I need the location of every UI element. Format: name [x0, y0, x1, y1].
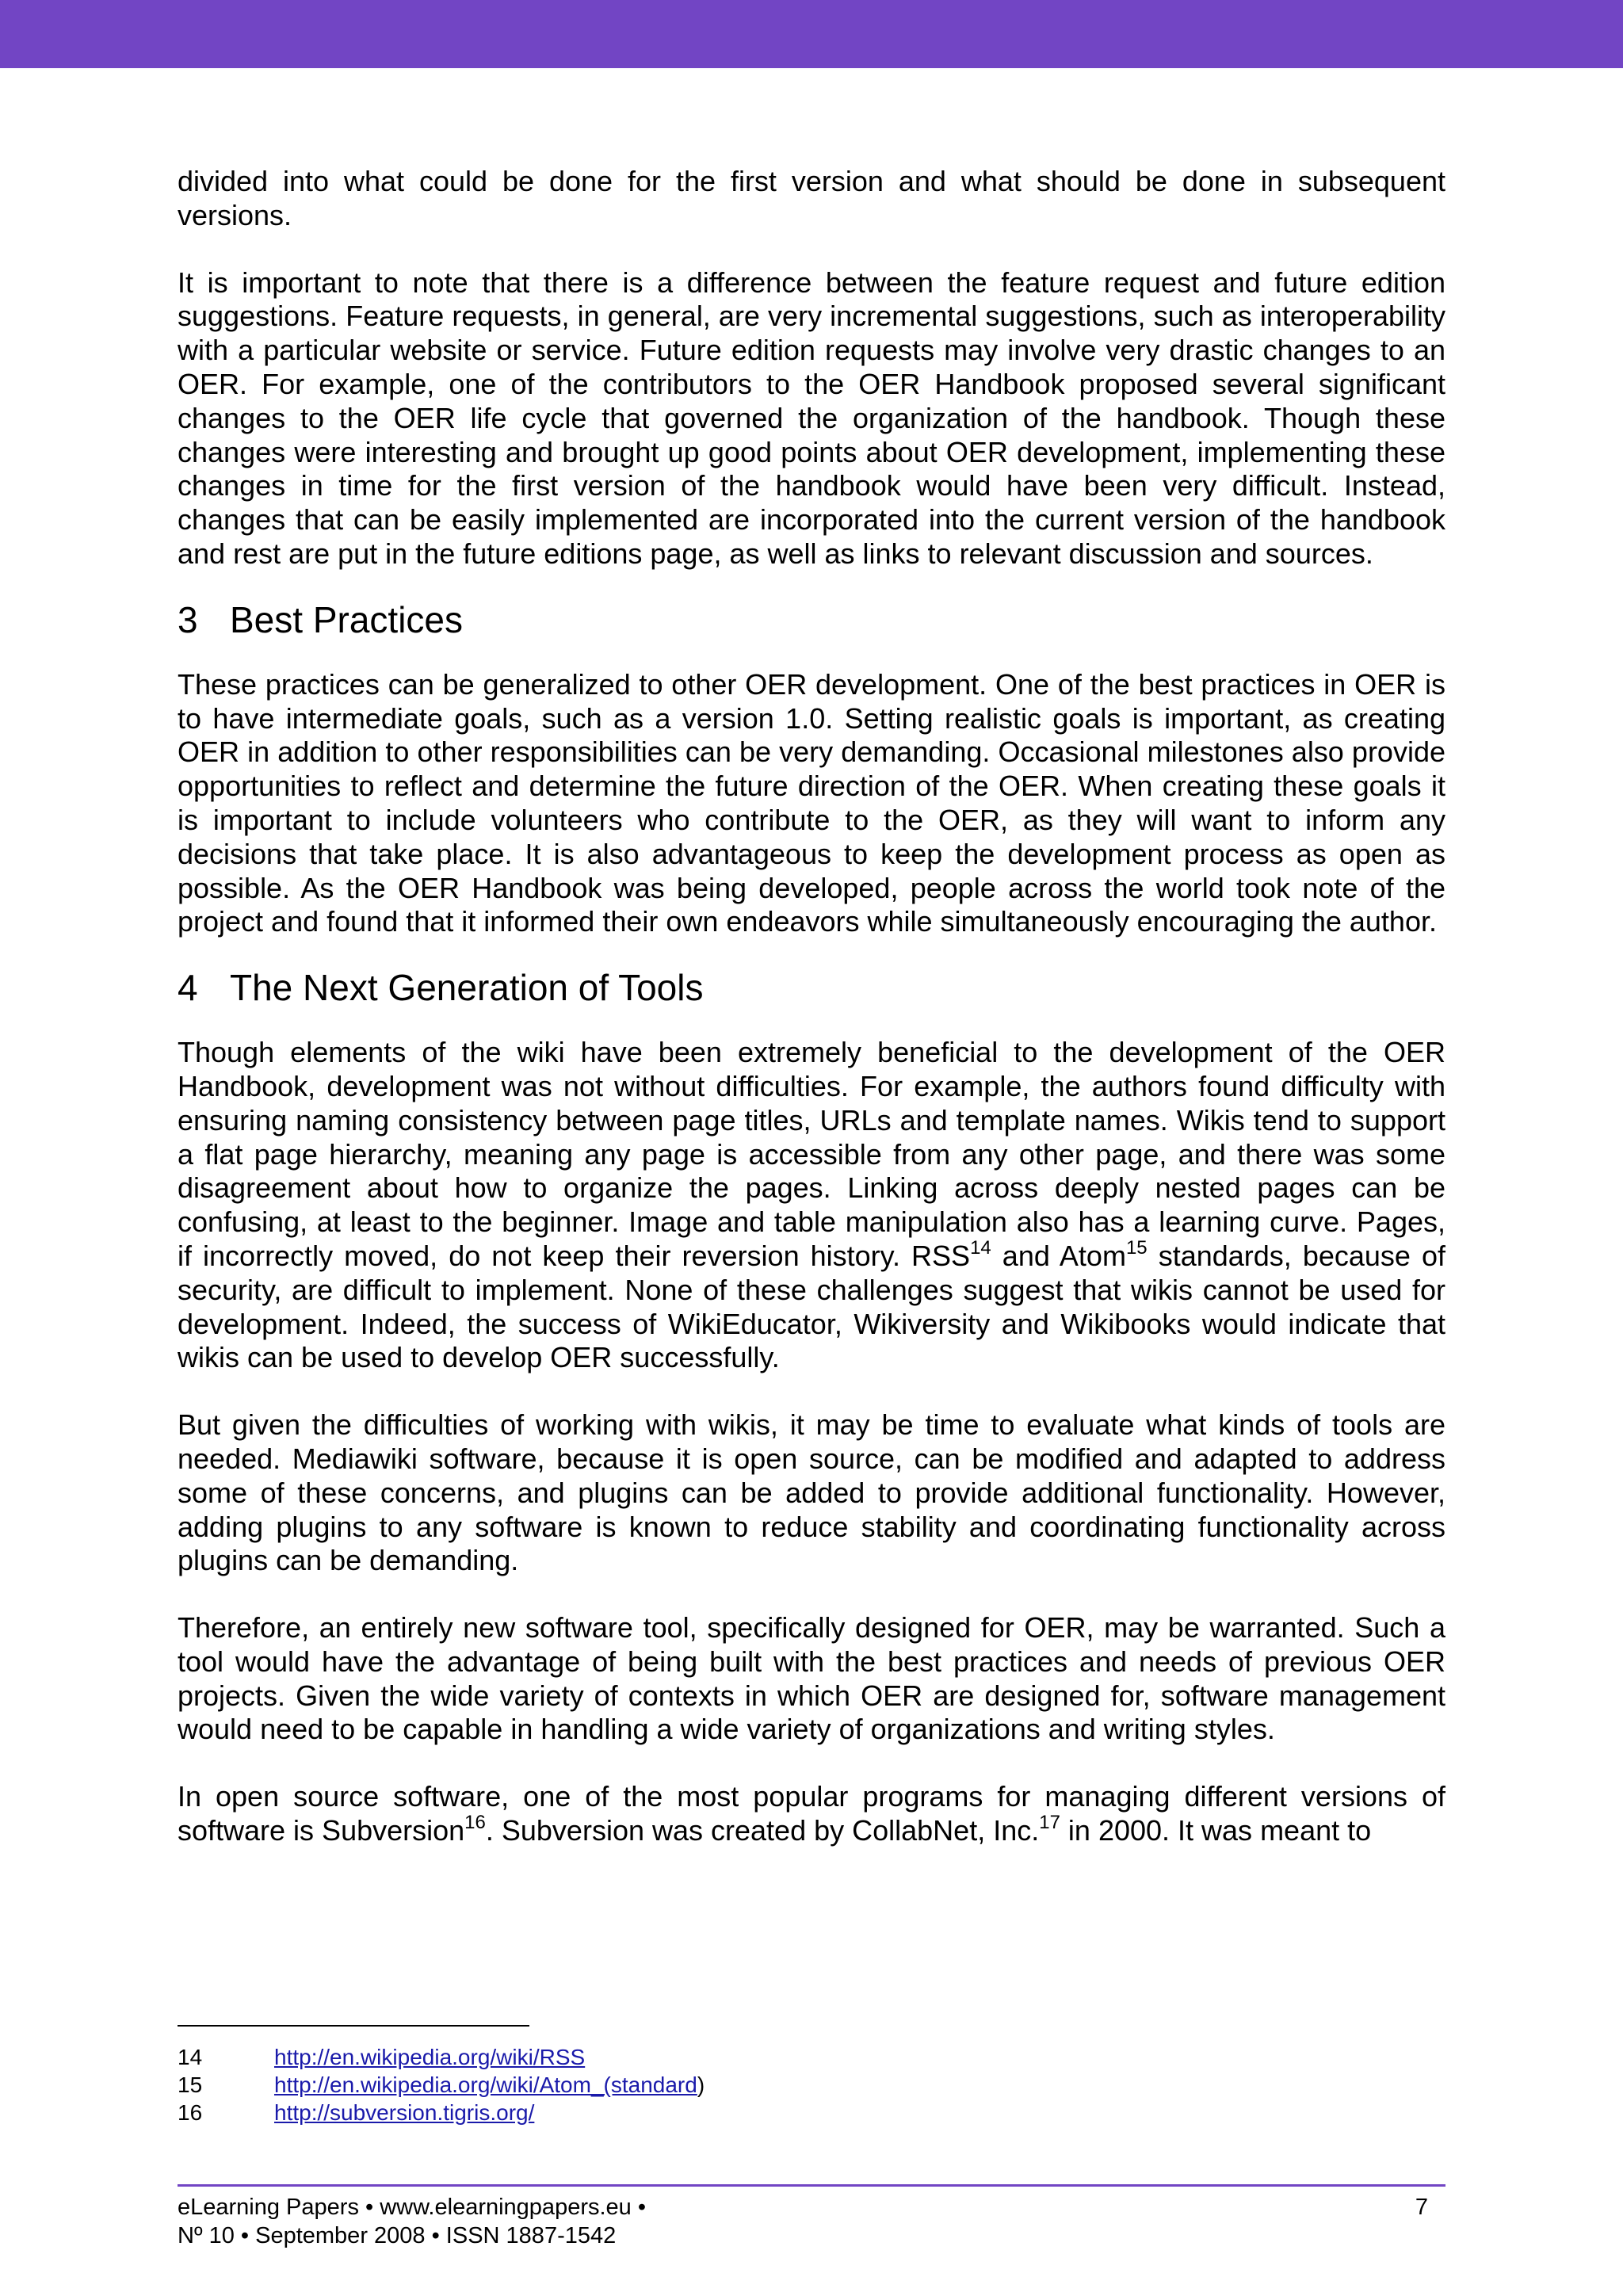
footnote-14 — [178, 2043, 1287, 2071]
footnote-link[interactable]: http://en.wikipedia.org/wiki/Atom_(standard — [274, 2073, 697, 2097]
footnote-number: 14 — [178, 2045, 203, 2069]
section-heading-next-generation-tools — [178, 965, 1445, 1010]
footnote-15 — [178, 2071, 1287, 2099]
paragraph-feature-requests: It is important to note that there is a difference between the feature request and future edition suggestions. Feature requests, in general, are very incremental suggestions, such as interoperability with a particular website or service. Future edition requests may involve very drastic changes to an OER. For example, one of the contributors to the OER Handbook proposed several significant changes to the OER life cycle that governed the organization of the handbook. Though these changes were interesting and brought up good points about OER development, implementing these changes in time for the first version of the handbook would have been very difficult. Instead, changes that can be easily implemented are incorporated into the current version of the handbook and rest are put in the future editions page, as well as links to relevant discussion and sources. — [178, 266, 1445, 570]
text-run: in 2000. It was meant to — [1060, 1814, 1372, 1847]
footnote-link[interactable]: http://subversion.tigris.org/ — [274, 2100, 535, 2125]
footnotes — [178, 2043, 1287, 2126]
footnote-text — [274, 2043, 585, 2071]
footnote-suffix: ) — [697, 2073, 705, 2097]
paragraph-subversion — [178, 1780, 1445, 1848]
footnote-text — [274, 2071, 705, 2099]
text-run: . Subversion was created by CollabNet, Inc. — [485, 1814, 1040, 1847]
section-title: The Next Generation of Tools — [230, 967, 704, 1009]
footnote-separator — [178, 2025, 529, 2027]
page-number: 7 — [1415, 2195, 1428, 2220]
paragraph-wiki-difficulties — [178, 1036, 1445, 1375]
page-footer — [178, 2193, 1445, 2250]
text-run: Though elements of the wiki have been extremely beneficial to the development of the OER Handbook, development was not without difficulties. For example, the authors found difficulty with ensuring naming consistency between page titles, URLs and template names. Wikis tend to support a flat page hierarchy, meaning any page is accessible from any other page, and there was some disagreement about how to organize the pages. Linking across deeply nested pages can be confusing, at least to the beginner. Image and table manipulation also has a learning curve. Pages, if incorrectly moved, do not keep their reversion history. RSS — [178, 1036, 1445, 1272]
footnote-ref-14: 14 — [970, 1236, 991, 1259]
section-number: 3 — [178, 598, 198, 640]
footnote-number: 16 — [178, 2100, 203, 2125]
footnote-ref-15: 15 — [1125, 1236, 1148, 1259]
footnote-ref-17: 17 — [1039, 1812, 1060, 1834]
paragraph-new-software-tool: Therefore, an entirely new software tool, specifically designed for OER, may be warranted. Such a tool would have the advantage of being built with the best practices and needs of previous OER projects. Given the wide variety of contexts in which OER are designed for, software management would need to be capable in handling a wide variety of organizations and writing styles. — [178, 1611, 1445, 1746]
footnote-16 — [178, 2099, 1287, 2126]
footer-line-issue: Nº 10 • September 2008 • ISSN 1887-1542 — [178, 2223, 617, 2248]
paragraph-best-practices: These practices can be generalized to other OER development. One of the best practices in OER is to have intermediate goals, such as a version 1.0. Setting realistic goals is important, as creating OER in addition to other responsibilities can be very demanding. Occasional milestones also provide opportunities to reflect and determine the future direction of the OER. When creating these goals it is important to include volunteers who contribute to the OER, as they will want to inform any decisions that take place. It is also advantageous to keep the development process as open as possible. As the OER Handbook was being developed, people across the world took note of the project and found that it informed their own endeavors while simultaneously encouraging the author. — [178, 667, 1445, 938]
footnote-link[interactable]: http://en.wikipedia.org/wiki/RSS — [274, 2045, 586, 2069]
section-number: 4 — [178, 967, 198, 1009]
footnote-number: 15 — [178, 2073, 203, 2097]
paragraph-evaluate-tools: But given the difficulties of working with wikis, it may be time to evaluate what kinds of tools are needed. Mediawiki software, because it is open source, can be modified and adapted to address some of these concerns, and plugins can be added to provide additional functionality. However, adding plugins to any software is known to reduce stability and coordinating functionality across plugins can be demanding. — [178, 1408, 1445, 1577]
text-run: standards, because of security, are difficult to implement. None of these challenges suggest that wikis cannot be used for development. Indeed, the success of WikiEducator, Wikiversity and Wikibooks would indicate that wikis can be used to develop OER successfully. — [178, 1239, 1445, 1374]
page-body — [178, 165, 1445, 1848]
footer-rule — [178, 2184, 1445, 2187]
footnote-ref-16: 16 — [464, 1812, 486, 1834]
footnote-text — [274, 2099, 534, 2126]
header-band — [0, 0, 1623, 68]
text-run: In open source software, one of the most popular programs for managing different versions of software is Subversion — [178, 1780, 1445, 1847]
section-heading-best-practices — [178, 598, 1445, 642]
section-title: Best Practices — [230, 598, 463, 640]
footer-line-publication: eLearning Papers • www.elearningpapers.eu • — [178, 2195, 647, 2220]
text-run: and Atom — [991, 1239, 1126, 1272]
paragraph-intro-continued: divided into what could be done for the first version and what should be done in subsequent versions. — [178, 165, 1445, 231]
